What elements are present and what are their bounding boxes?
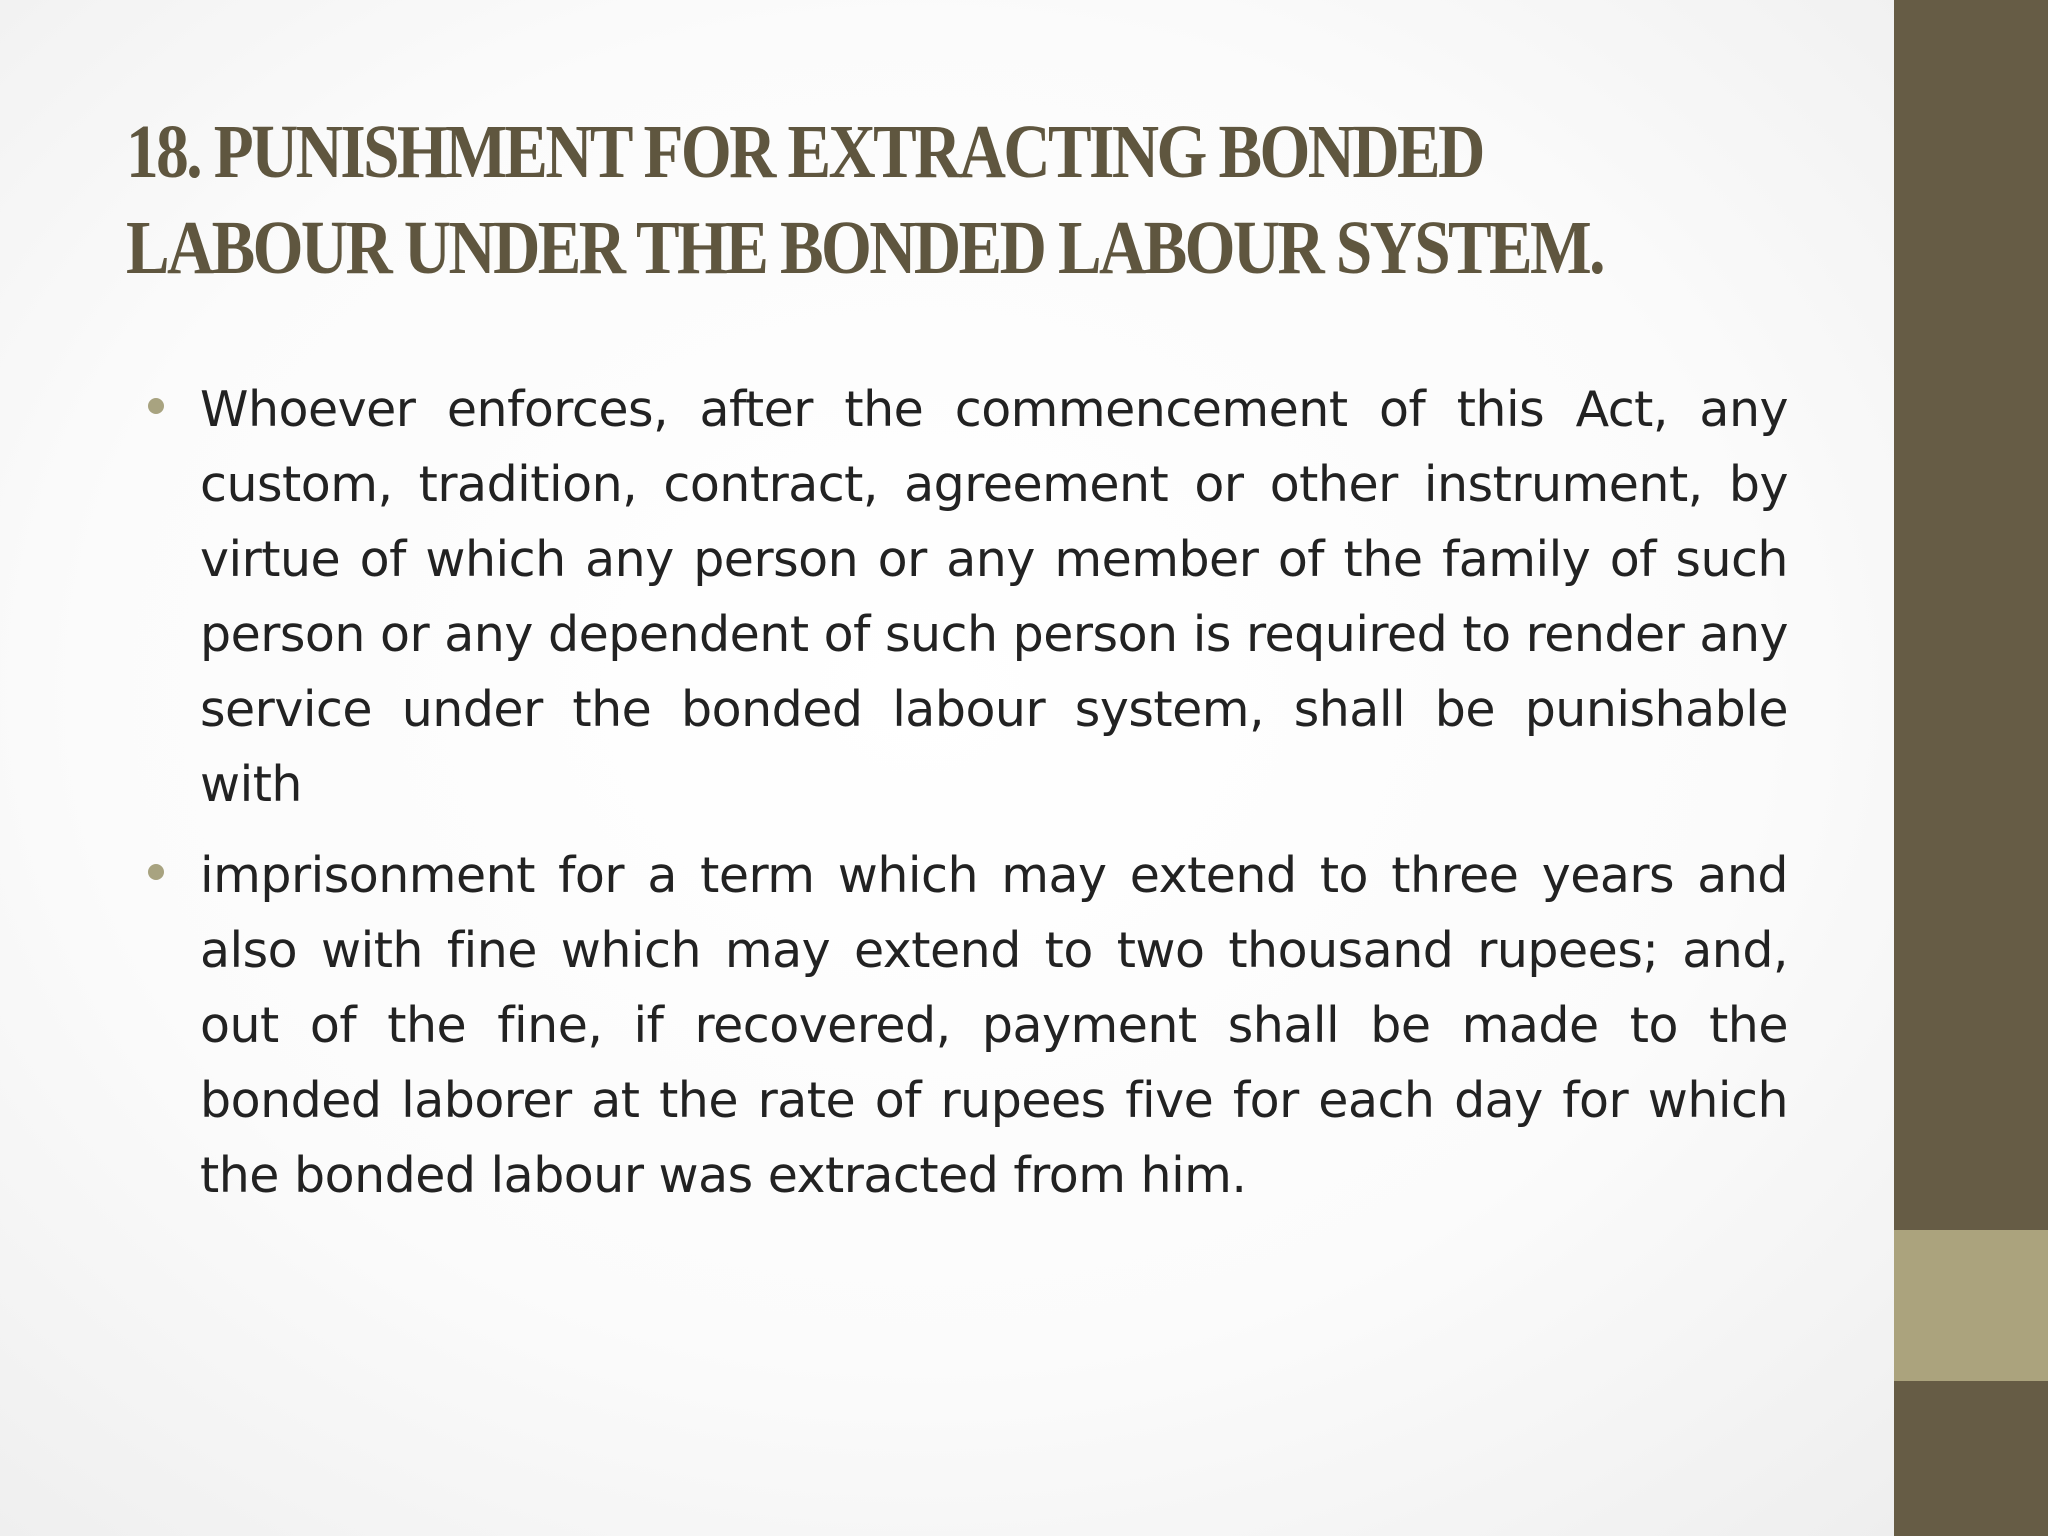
bullet-dot-icon [148, 864, 164, 880]
slide-title-line-2: LABOUR UNDER THE BONDED LABOUR SYSTEM. [126, 206, 1603, 290]
bullet-item [146, 838, 1788, 1213]
slide-title [126, 104, 1605, 296]
bullet-item [146, 372, 1788, 822]
side-decoration-accent [1894, 1230, 2048, 1381]
bullet-text: imprisonment for a term which may extend to three years and also with fine which may extend to two thousand rupees; and, out of the fine, if recovered, payment shall be made to the bonded laborer at the rate of rupees five for each day for which the bonded labour was extracted from him. [200, 847, 1788, 1204]
bullet-list [146, 372, 1788, 1229]
slide-title-line-1: 18. PUNISHMENT FOR EXTRACTING BONDED [126, 110, 1483, 194]
bullet-text: Whoever enforces, after the commencement of this Act, any custom, tradition, contract, agreement or other instrument, by virtue of which any person or any member of the family of such person or any dependent of such person is required to render any service under the bonded labour system, shall be punishable with [200, 381, 1788, 813]
bullet-dot-icon [148, 398, 164, 414]
